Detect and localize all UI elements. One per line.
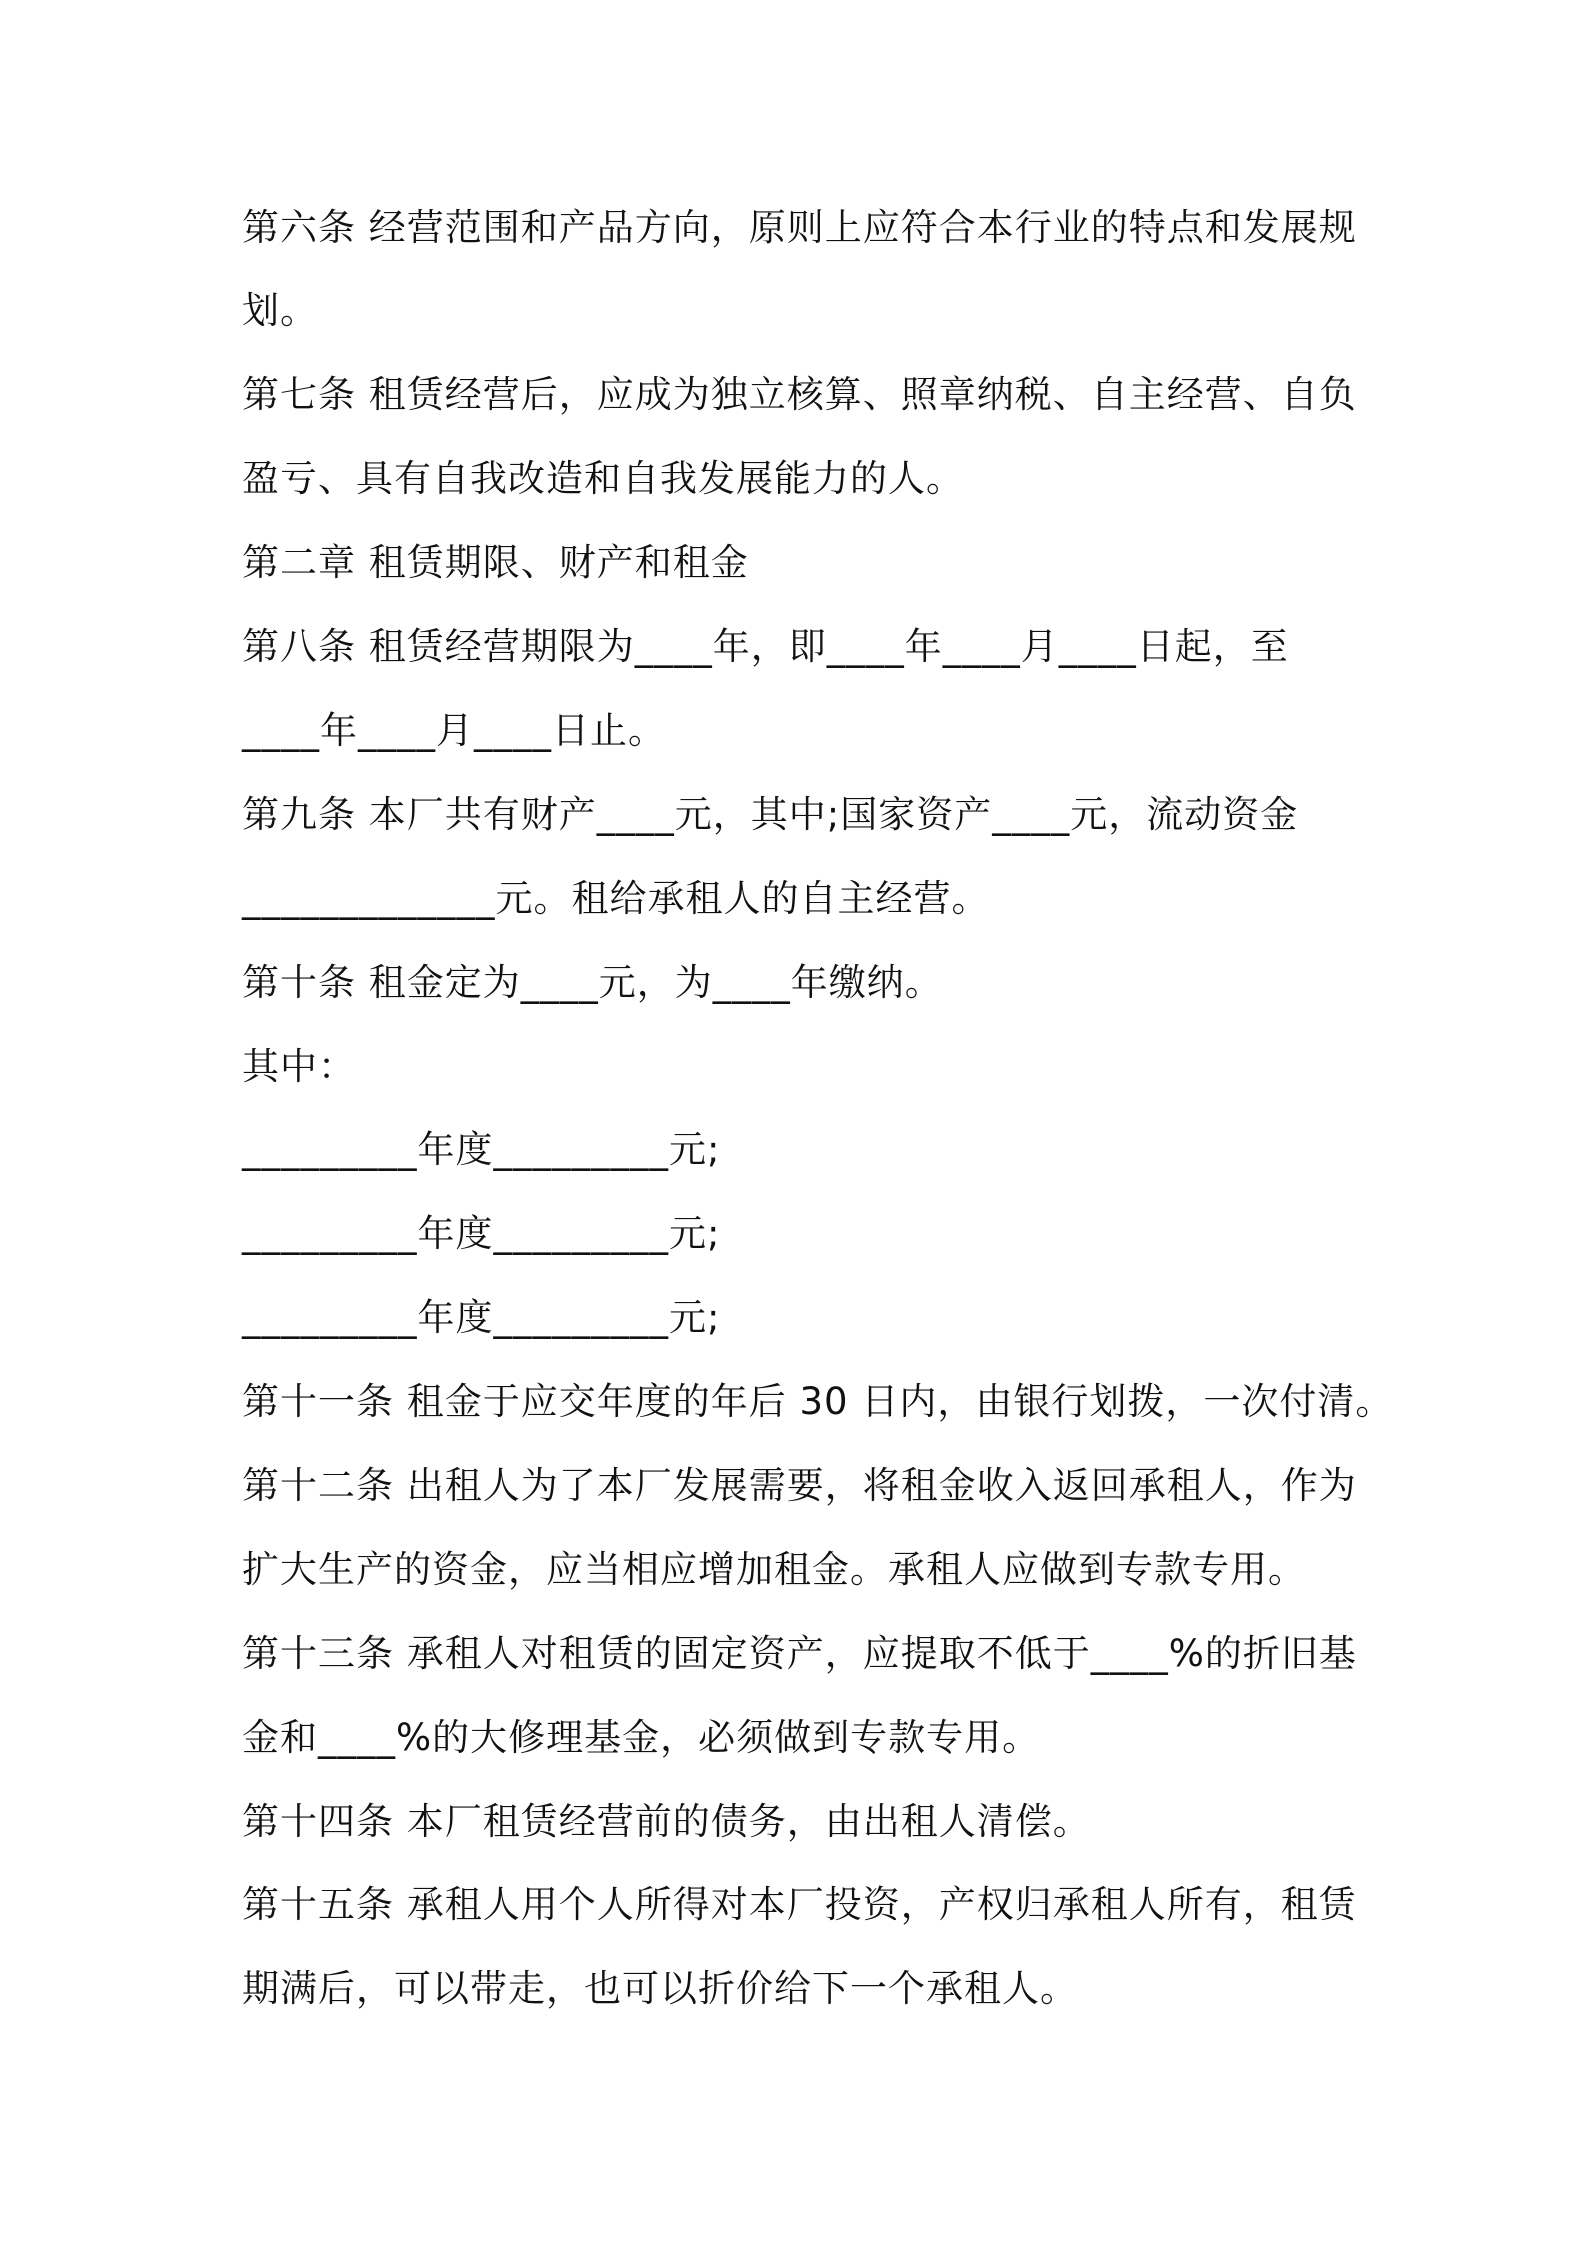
rent-year-entry-3: _________年度_________元; — [242, 1296, 721, 1339]
rent-year-entry-2: _________年度_________元; — [242, 1212, 721, 1255]
article-13-line-1: 第十三条 承租人对租赁的固定资产，应提取不低于____%的折旧基 — [242, 1632, 1357, 1675]
article-7-line-2: 盈亏、具有自我改造和自我发展能力的人。 — [242, 457, 964, 500]
article-13-line-2: 金和____%的大修理基金，必须做到专款专用。 — [242, 1716, 1041, 1759]
article-14-line-1: 第十四条 本厂租赁经营前的债务，由出租人清偿。 — [242, 1800, 1091, 1843]
article-9-line-2: _____________元。租给承租人的自主经营。 — [242, 877, 990, 920]
article-11-line-1: 第十一条 租金于应交年度的年后 30 日内，由银行划拨，一次付清。 — [242, 1380, 1394, 1423]
article-6-line-2: 划。 — [242, 289, 318, 332]
article-8-line-2: ____年____月____日止。 — [242, 709, 666, 752]
article-7-line-1: 第七条 租赁经营后，应成为独立核算、照章纳税、自主经营、自负 — [242, 373, 1357, 416]
article-9-line-1: 第九条 本厂共有财产____元，其中;国家资产____元，流动资金 — [242, 793, 1299, 836]
article-6-line-1: 第六条 经营范围和产品方向，原则上应符合本行业的特点和发展规 — [242, 206, 1357, 249]
article-15-line-1: 第十五条 承租人用个人所得对本厂投资，产权归承租人所有，租赁 — [242, 1883, 1357, 1926]
article-10-subheading: 其中： — [242, 1045, 356, 1088]
article-8-line-1: 第八条 租赁经营期限为____年，即____年____月____日起，至 — [242, 625, 1289, 668]
chapter-2-heading: 第二章 租赁期限、财产和租金 — [242, 541, 749, 584]
article-15-line-2: 期满后，可以带走，也可以折价给下一个承租人。 — [242, 1967, 1078, 2010]
rent-year-entry-1: _________年度_________元; — [242, 1128, 721, 1171]
article-12-line-1: 第十二条 出租人为了本厂发展需要，将租金收入返回承租人，作为 — [242, 1464, 1357, 1507]
article-10-line-1: 第十条 租金定为____元，为____年缴纳。 — [242, 961, 943, 1004]
article-12-line-2: 扩大生产的资金，应当相应增加租金。承租人应做到专款专用。 — [242, 1548, 1306, 1591]
